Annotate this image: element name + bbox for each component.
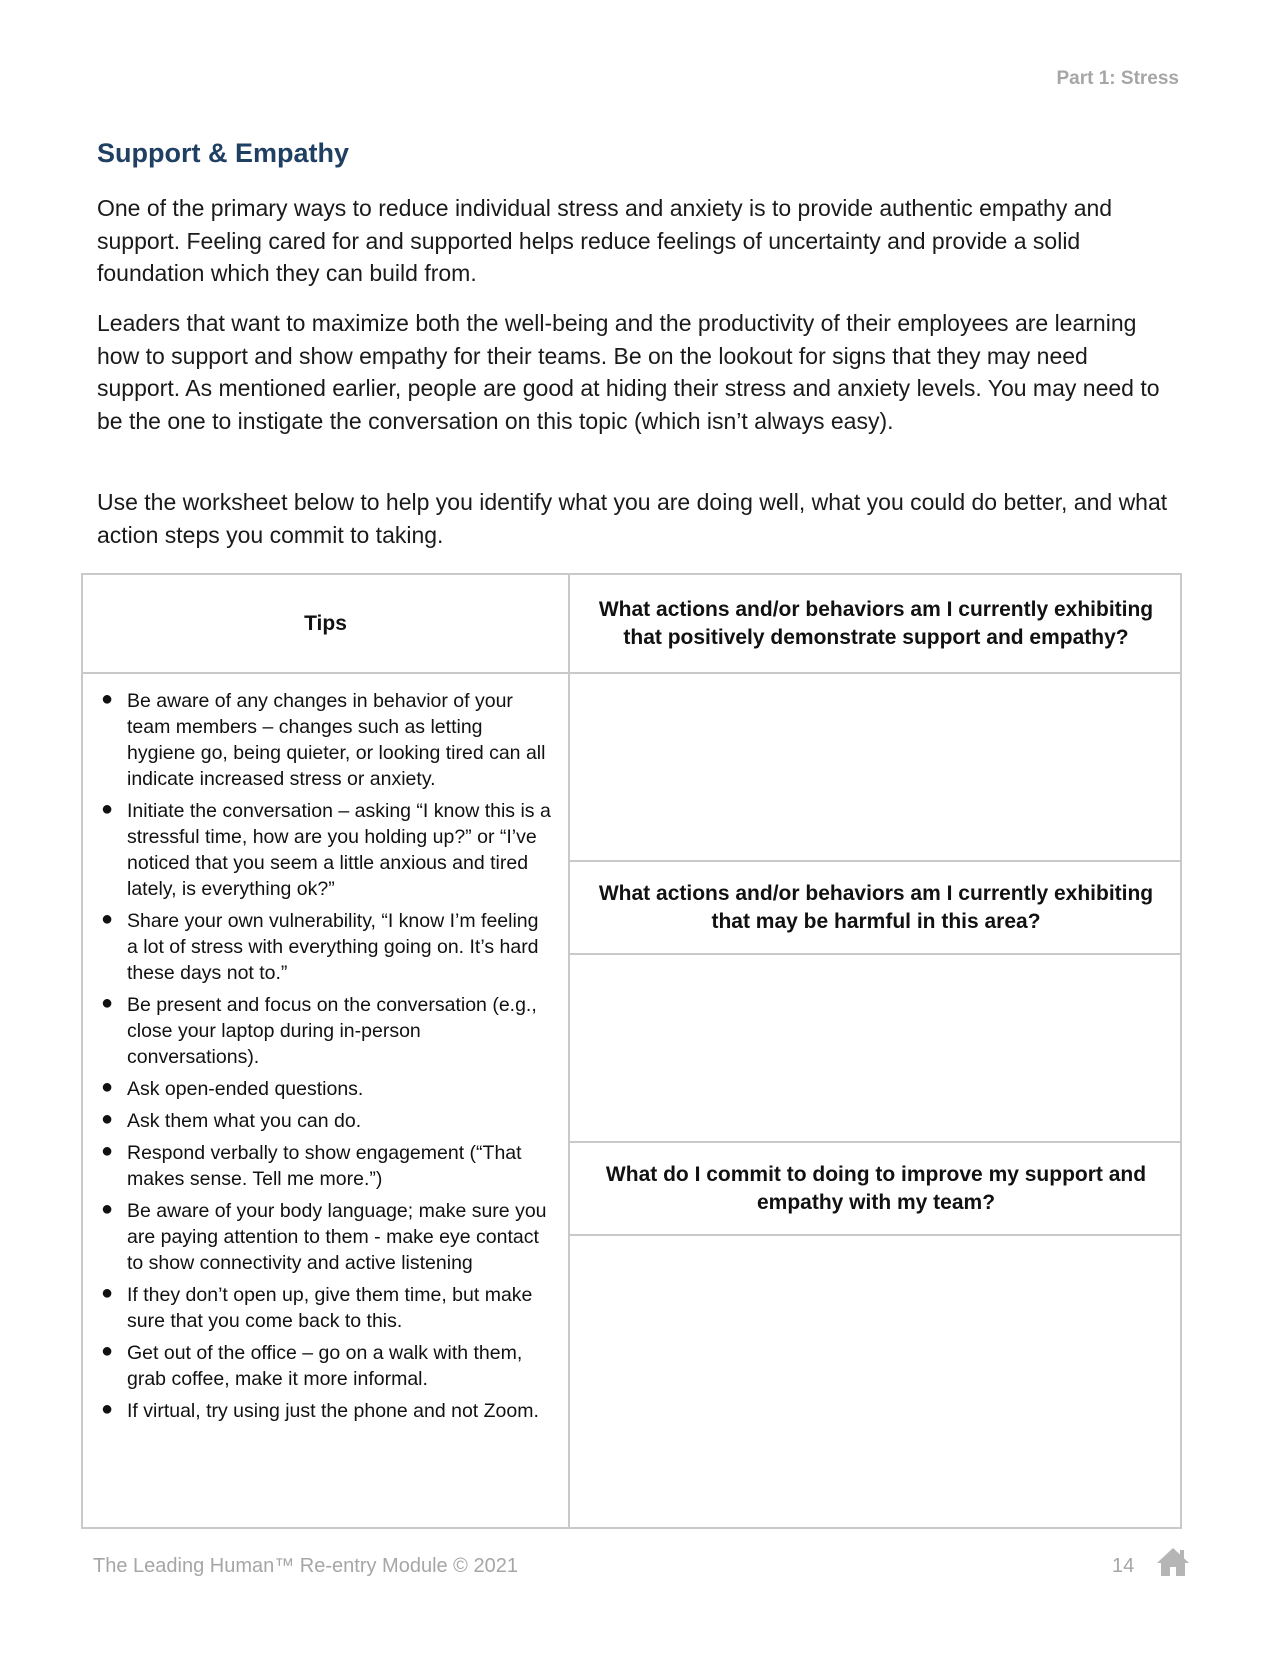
question-2-header: What actions and/or behaviors am I currently exhibiting that may be harmful in this area? xyxy=(598,881,1154,933)
tip-text: Ask open-ended questions. xyxy=(127,1078,364,1100)
intro-paragraph-3-wrapper xyxy=(97,486,1177,567)
list-item xyxy=(101,688,551,792)
tip-text: Share your own vulnerability, “I know I’m feeling a lot of stress with everything going on. It’s hard these days not to.” xyxy=(127,910,539,984)
page-title: Support & Empathy xyxy=(97,138,350,168)
list-item xyxy=(101,1398,551,1424)
list-item xyxy=(101,908,551,986)
tip-text: Get out of the office – go on a walk with them, grab coffee, make it more informal. xyxy=(127,1342,523,1390)
tips-header: Tips xyxy=(304,611,347,635)
bullet-icon: ● xyxy=(101,1340,114,1362)
tip-text: Ask them what you can do. xyxy=(127,1110,362,1132)
tip-text: Be aware of your body language; make sure you are paying attention to them - make eye contact to show connectivity and active listening xyxy=(127,1200,547,1274)
bullet-icon: ● xyxy=(101,1282,114,1304)
answer-1-area[interactable] xyxy=(570,674,1182,860)
tip-text: If virtual, try using just the phone and not Zoom. xyxy=(127,1400,539,1422)
tip-text: If they don’t open up, give them time, but make sure that you come back to this. xyxy=(127,1284,533,1332)
home-icon[interactable] xyxy=(1155,1546,1191,1578)
answer-3-area[interactable] xyxy=(570,1236,1182,1527)
list-item xyxy=(101,1198,551,1276)
list-item xyxy=(101,1282,551,1334)
tip-text: Be present and focus on the conversation (e.g., close your laptop during in-person conversations). xyxy=(127,994,537,1068)
list-item xyxy=(101,798,551,902)
intro-paragraph: Use the worksheet below to help you identify what you are doing well, what you could do better, and what action steps you commit to taking. xyxy=(97,489,1168,548)
bullet-icon: ● xyxy=(101,1140,114,1162)
list-item xyxy=(101,1140,551,1192)
question-3-header: What do I commit to doing to improve my support and empathy with my team? xyxy=(605,1162,1147,1214)
intro-paragraph-2-wrapper xyxy=(97,307,1177,453)
bullet-icon: ● xyxy=(101,1076,114,1098)
running-head: Part 1: Stress xyxy=(1056,68,1179,89)
intro-paragraph: Leaders that want to maximize both the well-being and the productivity of their employees are learning how to support and show empathy for their teams. Be on the lookout for signs that they may need support. As mentioned earlier, people are good at hiding their stress and anxiety levels. You may need to be the one to instigate the conversation on this topic (which isn’t always easy). xyxy=(97,310,1160,434)
page-number: 14 xyxy=(1112,1555,1135,1577)
intro-paragraph: One of the primary ways to reduce individual stress and anxiety is to provide authentic empathy and support. Feeling cared for and supported helps reduce feelings of uncertainty and provide a solid foundation which they can build from. xyxy=(97,195,1113,286)
tip-text: Be aware of any changes in behavior of your team members – changes such as letting hygiene go, being quieter, or looking tired can all indicate increased stress or anxiety. xyxy=(127,690,546,790)
tip-text: Respond verbally to show engagement (“That makes sense. Tell me more.”) xyxy=(127,1142,522,1190)
answer-2-area[interactable] xyxy=(570,955,1182,1141)
list-item xyxy=(101,1340,551,1392)
list-item xyxy=(101,1076,551,1102)
list-item xyxy=(101,992,551,1070)
tips-list xyxy=(101,688,551,1430)
bullet-icon: ● xyxy=(101,1108,114,1130)
bullet-icon: ● xyxy=(101,798,114,820)
list-item xyxy=(101,1108,551,1134)
footer-copyright: The Leading Human™ Re-entry Module © 2021 xyxy=(93,1555,518,1577)
intro-paragraph-1-wrapper xyxy=(97,192,1177,306)
bullet-icon: ● xyxy=(101,1198,114,1220)
bullet-icon: ● xyxy=(101,908,114,930)
tips-header-divider xyxy=(83,672,568,674)
tip-text: Initiate the conversation – asking “I know this is a stressful time, how are you holding up?” or “I’ve noticed that you seem a little anxious and tired lately, is everything ok?” xyxy=(127,800,551,900)
question-1-header: What actions and/or behaviors am I currently exhibiting that positively demonstrate support and empathy? xyxy=(598,597,1154,649)
bullet-icon: ● xyxy=(101,992,114,1014)
bullet-icon: ● xyxy=(101,1398,114,1420)
bullet-icon: ● xyxy=(101,688,114,710)
worksheet-table xyxy=(81,573,1182,1529)
